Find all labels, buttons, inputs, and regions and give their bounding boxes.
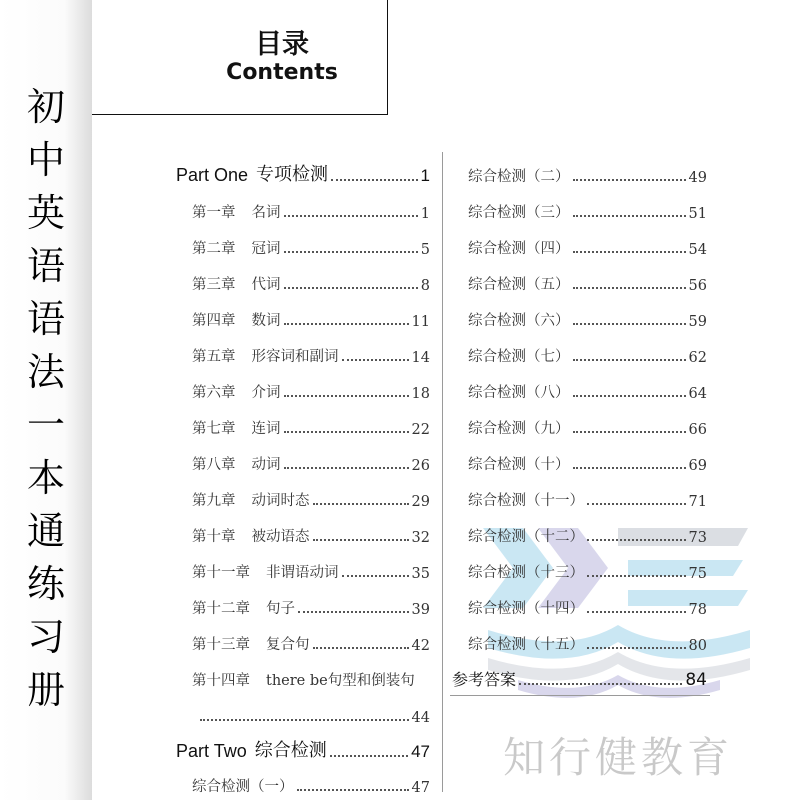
toc-entry-chapter-continuation[interactable]	[200, 704, 430, 726]
test-title: 综合检测（三）	[468, 205, 570, 221]
side-title-char: 法	[26, 350, 65, 394]
chapter-number: 第六章	[192, 385, 236, 401]
chapter-title: 名词	[251, 205, 281, 221]
side-title-char: 英	[26, 191, 65, 235]
page-title-en: Contents	[226, 60, 338, 85]
dot-leader	[573, 467, 686, 469]
test-title: 综合检测（十三）	[468, 565, 584, 581]
page-title-cn: 目录	[255, 29, 309, 60]
toc-entry-test[interactable]	[192, 774, 430, 796]
test-title: 综合检测（八）	[468, 385, 570, 401]
page-number: 44	[411, 710, 430, 726]
chapter-title: 动词时态	[251, 493, 310, 509]
page-number: 8	[420, 278, 430, 294]
chapter-title: 非谓语动词	[266, 565, 339, 581]
test-title: 综合检测（五）	[468, 277, 570, 293]
test-title: 综合检测（十）	[468, 457, 570, 473]
dot-leader	[330, 755, 408, 757]
answers-title: 参考答案	[452, 670, 517, 689]
side-title-strip	[0, 0, 92, 800]
dot-leader	[573, 359, 686, 361]
toc-entry-chapter[interactable]	[192, 272, 430, 294]
dot-leader	[573, 287, 686, 289]
toc-entry-test[interactable]	[468, 596, 707, 618]
chapter-number: 第十三章	[192, 637, 250, 653]
part-title: 综合检测	[254, 740, 327, 760]
chapter-number: 第二章	[192, 241, 236, 257]
toc-entry-chapter[interactable]	[192, 524, 430, 546]
watermark-text: 知行健教育	[502, 733, 733, 782]
chapter-number: 第九章	[192, 493, 236, 509]
dot-leader	[284, 215, 418, 217]
dot-leader	[587, 647, 686, 649]
dot-leader	[519, 683, 682, 685]
test-title: 综合检测（四）	[468, 241, 570, 257]
toc-entry-chapter[interactable]	[192, 668, 430, 690]
chapter-number: 第五章	[192, 349, 236, 365]
test-title: 综合检测（十四）	[468, 601, 584, 617]
toc-entry-chapter[interactable]	[192, 308, 430, 330]
test-title: 综合检测（十五）	[468, 637, 584, 653]
page-number: 39	[411, 602, 430, 618]
page-number: 80	[688, 638, 707, 654]
chapter-title: 数词	[251, 313, 281, 329]
chapter-title: 形容词和副词	[251, 349, 339, 365]
test-title: 综合检测（二）	[468, 169, 570, 185]
chapter-title: 代词	[251, 277, 281, 293]
page-number: 51	[688, 206, 707, 222]
page-number: 54	[688, 242, 707, 258]
dot-leader	[587, 539, 686, 541]
dot-leader	[573, 395, 686, 397]
toc-entry-test[interactable]	[468, 452, 707, 474]
page-number: 42	[411, 638, 430, 654]
toc-entry-test[interactable]	[468, 488, 707, 510]
dot-leader	[298, 611, 409, 613]
toc-entry-test[interactable]	[468, 200, 707, 222]
page-number: 84	[685, 670, 707, 690]
page-number: 47	[411, 742, 430, 761]
toc-entry-test[interactable]	[468, 236, 707, 258]
chapter-number: 第四章	[192, 313, 236, 329]
chapter-number: 第一章	[192, 205, 236, 221]
toc-entry-chapter[interactable]	[192, 344, 430, 366]
page-number: 1	[420, 206, 430, 222]
page-number: 35	[411, 566, 430, 582]
dot-leader	[313, 539, 409, 541]
page-number: 62	[688, 350, 707, 366]
toc-entry-chapter[interactable]	[192, 452, 430, 474]
dot-leader	[573, 179, 686, 181]
side-title-char: 通	[26, 509, 65, 553]
toc-entry-test[interactable]	[468, 308, 707, 330]
test-title: 综合检测（六）	[468, 313, 570, 329]
side-title-char: 习	[26, 615, 65, 659]
toc-entry-chapter[interactable]	[192, 632, 430, 654]
toc-entry-chapter[interactable]	[192, 416, 430, 438]
page-number: 49	[688, 170, 707, 186]
page-number: 14	[411, 350, 430, 366]
page-number: 75	[688, 566, 707, 582]
dot-leader	[284, 287, 418, 289]
page-number: 32	[411, 530, 430, 546]
toc-entry-test[interactable]	[468, 524, 707, 546]
dot-leader	[573, 323, 686, 325]
test-title: 综合检测（九）	[468, 421, 570, 437]
toc-entry-chapter[interactable]	[192, 200, 430, 222]
dot-leader	[587, 575, 686, 577]
chapter-title: 介词	[251, 385, 281, 401]
toc-entry-test[interactable]	[468, 272, 707, 294]
chapter-number: 第七章	[192, 421, 236, 437]
page-number: 78	[688, 602, 707, 618]
chapter-title: 冠词	[251, 241, 281, 257]
chapter-title: 动词	[251, 457, 281, 473]
toc-entry-part-one[interactable]	[176, 164, 430, 186]
page-number: 69	[688, 458, 707, 474]
chapter-title: 复合句	[266, 637, 310, 653]
side-title-char: 语	[26, 297, 65, 341]
page-number: 26	[411, 458, 430, 474]
page-number: 1	[420, 166, 430, 185]
toc-entry-test[interactable]	[468, 344, 707, 366]
part-label: Part Two	[176, 741, 247, 761]
chapter-number: 第十二章	[192, 601, 250, 617]
dot-leader	[342, 575, 409, 577]
chapter-title: there be句型和倒装句	[266, 673, 415, 689]
toc-entry-test[interactable]	[468, 416, 707, 438]
dot-leader	[342, 359, 409, 361]
page-number: 56	[688, 278, 707, 294]
page-number: 73	[688, 530, 707, 546]
test-title: 综合检测（一）	[192, 779, 294, 795]
side-title-char: 练	[26, 562, 65, 606]
dot-leader	[284, 395, 409, 397]
page-number: 64	[688, 386, 707, 402]
toc-entry-answers[interactable]	[452, 668, 707, 690]
toc-entry-chapter[interactable]	[192, 380, 430, 402]
toc-entry-chapter[interactable]	[192, 560, 430, 582]
chapter-number: 第十章	[192, 529, 236, 545]
test-title: 综合检测（十一）	[468, 493, 584, 509]
test-title: 综合检测（七）	[468, 349, 570, 365]
page-number: 22	[411, 422, 430, 438]
dot-leader	[313, 503, 409, 505]
toc-entry-chapter[interactable]	[192, 236, 430, 258]
dot-leader	[284, 467, 409, 469]
side-title-char: 中	[26, 138, 65, 182]
chapter-number: 第三章	[192, 277, 236, 293]
page-number: 47	[411, 780, 430, 796]
toc-entry-test[interactable]	[468, 380, 707, 402]
page-number: 5	[420, 242, 430, 258]
chapter-title: 句子	[266, 601, 295, 617]
dot-leader	[284, 251, 418, 253]
part-label: Part One	[176, 165, 249, 185]
dot-leader	[587, 503, 686, 505]
answers-underline	[450, 695, 710, 696]
page-number: 29	[411, 494, 430, 510]
side-title-char: 语	[26, 244, 65, 288]
toc-entry-test[interactable]	[468, 632, 707, 654]
chapter-title: 连词	[251, 421, 281, 437]
side-title-char: 本	[26, 456, 65, 500]
dot-leader	[587, 611, 686, 613]
page-number: 66	[688, 422, 707, 438]
toc-entry-chapter[interactable]	[192, 596, 430, 618]
dot-leader	[331, 179, 417, 181]
page-number: 11	[411, 314, 430, 330]
toc-entry-chapter[interactable]	[192, 488, 430, 510]
dot-leader	[573, 251, 686, 253]
test-title: 综合检测（十二）	[468, 529, 584, 545]
toc-entry-test[interactable]	[468, 164, 707, 186]
side-title-char: 一	[26, 403, 65, 447]
side-title-char: 初	[26, 85, 65, 129]
toc-entry-part-two[interactable]	[176, 740, 430, 762]
chapter-number: 第八章	[192, 457, 236, 473]
dot-leader	[297, 789, 409, 791]
page-number: 18	[411, 386, 430, 402]
dot-leader	[573, 431, 686, 433]
dot-leader	[284, 431, 409, 433]
toc-entry-test[interactable]	[468, 560, 707, 582]
dot-leader	[284, 323, 409, 325]
part-title: 专项检测	[256, 164, 329, 184]
column-divider	[442, 152, 443, 792]
page-number: 59	[688, 314, 707, 330]
chapter-number: 第十四章	[192, 673, 250, 689]
dot-leader	[200, 719, 409, 721]
chapter-number: 第十一章	[192, 565, 250, 581]
chapter-title: 被动语态	[251, 529, 310, 545]
dot-leader	[313, 647, 409, 649]
page-number: 71	[688, 494, 707, 510]
side-title-char: 册	[26, 668, 65, 712]
dot-leader	[573, 215, 686, 217]
